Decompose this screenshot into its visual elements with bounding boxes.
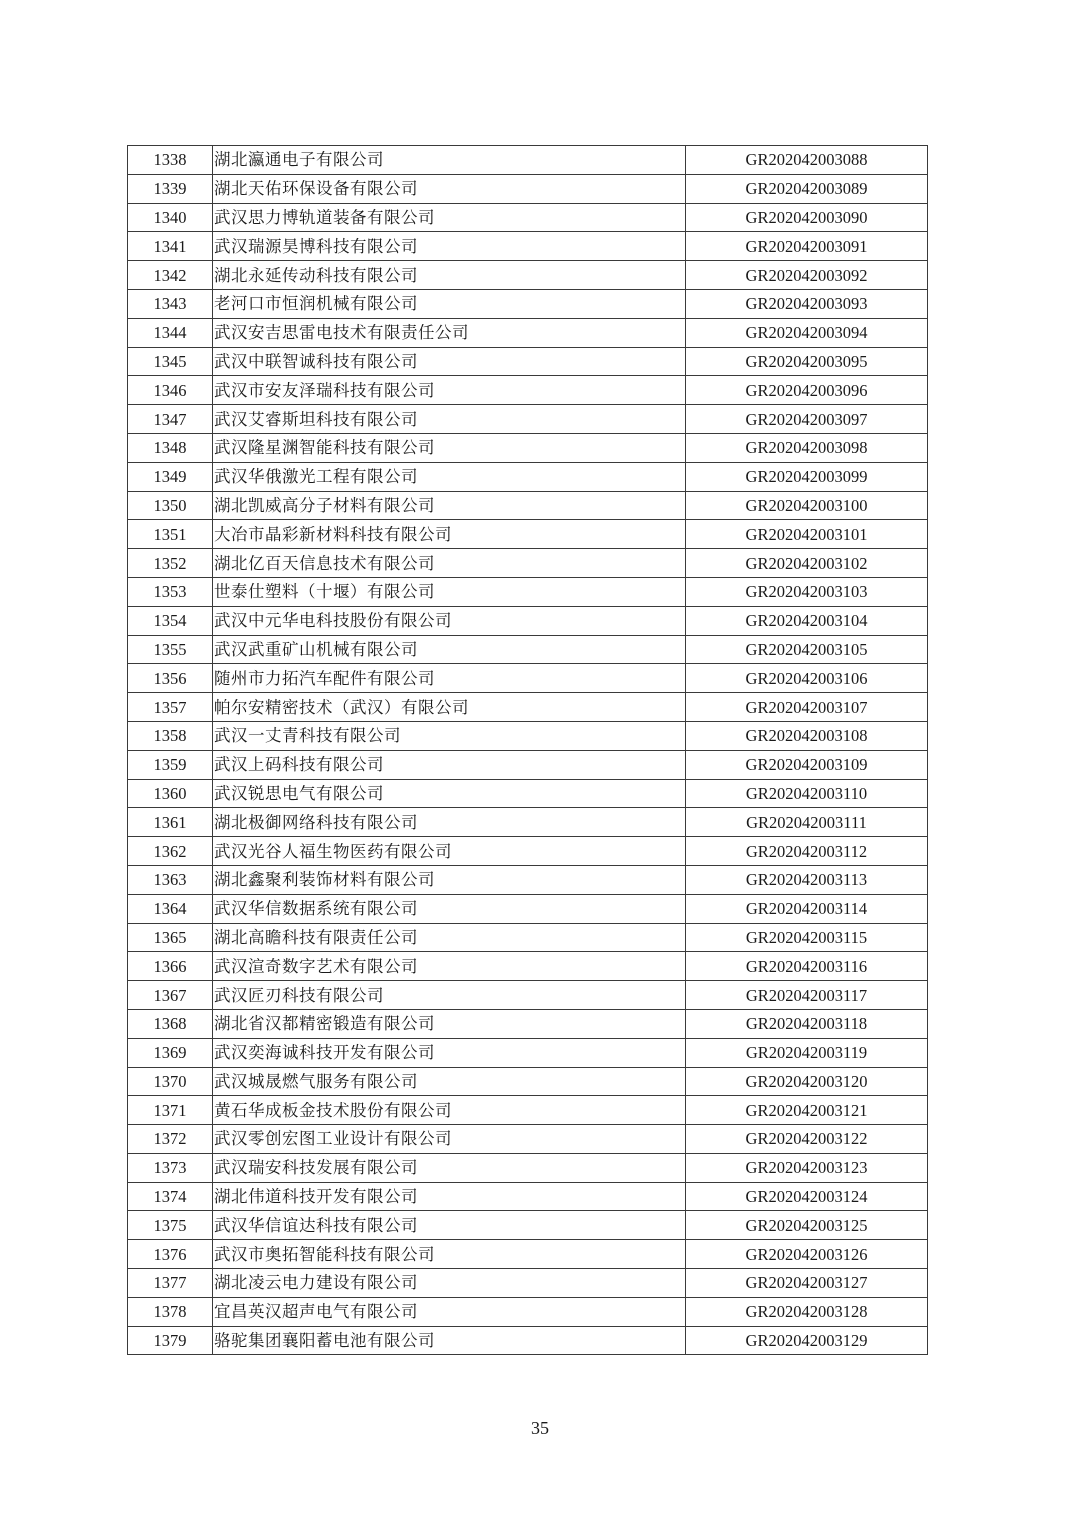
- row-number-cell: 1372: [128, 1125, 213, 1154]
- row-number-cell: 1344: [128, 318, 213, 347]
- certificate-code-cell: GR202042003118: [686, 1009, 928, 1038]
- table-row: [128, 1240, 928, 1269]
- table-row: [128, 462, 928, 491]
- company-name-cell: 武汉艾睿斯坦科技有限公司: [213, 405, 686, 434]
- company-name-cell: 武汉思力博轨道装备有限公司: [213, 203, 686, 232]
- table-row: [128, 1211, 928, 1240]
- row-number-cell: 1359: [128, 750, 213, 779]
- certificate-code-cell: GR202042003108: [686, 721, 928, 750]
- row-number-cell: 1338: [128, 146, 213, 175]
- table-row: [128, 952, 928, 981]
- company-name-cell: 武汉零创宏图工业设计有限公司: [213, 1125, 686, 1154]
- row-number-cell: 1354: [128, 606, 213, 635]
- table-row: [128, 203, 928, 232]
- table-row: [128, 837, 928, 866]
- certificate-code-cell: GR202042003099: [686, 462, 928, 491]
- table-row: [128, 865, 928, 894]
- row-number-cell: 1378: [128, 1297, 213, 1326]
- company-registry-table: [127, 145, 928, 1355]
- row-number-cell: 1373: [128, 1153, 213, 1182]
- company-name-cell: 湖北瀛通电子有限公司: [213, 146, 686, 175]
- table-row: [128, 347, 928, 376]
- certificate-code-cell: GR202042003112: [686, 837, 928, 866]
- certificate-code-cell: GR202042003109: [686, 750, 928, 779]
- certificate-code-cell: GR202042003100: [686, 491, 928, 520]
- company-name-cell: 武汉城晟燃气服务有限公司: [213, 1067, 686, 1096]
- company-name-cell: 武汉隆星渊智能科技有限公司: [213, 433, 686, 462]
- certificate-code-cell: GR202042003089: [686, 174, 928, 203]
- table-row: [128, 376, 928, 405]
- table-row: [128, 808, 928, 837]
- certificate-code-cell: GR202042003102: [686, 549, 928, 578]
- table-row: [128, 318, 928, 347]
- certificate-code-cell: GR202042003111: [686, 808, 928, 837]
- table-row: [128, 606, 928, 635]
- certificate-code-cell: GR202042003116: [686, 952, 928, 981]
- table-row: [128, 664, 928, 693]
- row-number-cell: 1343: [128, 289, 213, 318]
- row-number-cell: 1371: [128, 1096, 213, 1125]
- row-number-cell: 1356: [128, 664, 213, 693]
- table-row: [128, 779, 928, 808]
- table-row: [128, 1182, 928, 1211]
- certificate-code-cell: GR202042003090: [686, 203, 928, 232]
- certificate-code-cell: GR202042003113: [686, 865, 928, 894]
- certificate-code-cell: GR202042003101: [686, 520, 928, 549]
- company-name-cell: 湖北高瞻科技有限责任公司: [213, 923, 686, 952]
- row-number-cell: 1364: [128, 894, 213, 923]
- certificate-code-cell: GR202042003105: [686, 635, 928, 664]
- certificate-code-cell: GR202042003126: [686, 1240, 928, 1269]
- company-name-cell: 武汉光谷人福生物医药有限公司: [213, 837, 686, 866]
- row-number-cell: 1352: [128, 549, 213, 578]
- table-row: [128, 405, 928, 434]
- certificate-code-cell: GR202042003121: [686, 1096, 928, 1125]
- row-number-cell: 1369: [128, 1038, 213, 1067]
- certificate-code-cell: GR202042003128: [686, 1297, 928, 1326]
- company-name-cell: 湖北省汉都精密锻造有限公司: [213, 1009, 686, 1038]
- company-name-cell: 武汉上码科技有限公司: [213, 750, 686, 779]
- row-number-cell: 1366: [128, 952, 213, 981]
- row-number-cell: 1350: [128, 491, 213, 520]
- table-row: [128, 1067, 928, 1096]
- company-name-cell: 武汉中联智诚科技有限公司: [213, 347, 686, 376]
- certificate-code-cell: GR202042003088: [686, 146, 928, 175]
- row-number-cell: 1377: [128, 1269, 213, 1298]
- company-name-cell: 武汉市奥拓智能科技有限公司: [213, 1240, 686, 1269]
- table-row: [128, 289, 928, 318]
- company-name-cell: 武汉匠刃科技有限公司: [213, 981, 686, 1010]
- table-row: [128, 894, 928, 923]
- table-row: [128, 635, 928, 664]
- table-row: [128, 549, 928, 578]
- row-number-cell: 1341: [128, 232, 213, 261]
- row-number-cell: 1370: [128, 1067, 213, 1096]
- certificate-code-cell: GR202042003093: [686, 289, 928, 318]
- company-name-cell: 武汉奕海诚科技开发有限公司: [213, 1038, 686, 1067]
- certificate-code-cell: GR202042003122: [686, 1125, 928, 1154]
- row-number-cell: 1340: [128, 203, 213, 232]
- row-number-cell: 1339: [128, 174, 213, 203]
- certificate-code-cell: GR202042003117: [686, 981, 928, 1010]
- row-number-cell: 1353: [128, 577, 213, 606]
- company-name-cell: 武汉瑞源昊博科技有限公司: [213, 232, 686, 261]
- certificate-code-cell: GR202042003095: [686, 347, 928, 376]
- table-row: [128, 981, 928, 1010]
- row-number-cell: 1368: [128, 1009, 213, 1038]
- certificate-code-cell: GR202042003107: [686, 693, 928, 722]
- row-number-cell: 1376: [128, 1240, 213, 1269]
- row-number-cell: 1360: [128, 779, 213, 808]
- certificate-code-cell: GR202042003125: [686, 1211, 928, 1240]
- company-name-cell: 武汉武重矿山机械有限公司: [213, 635, 686, 664]
- company-name-cell: 湖北凌云电力建设有限公司: [213, 1269, 686, 1298]
- certificate-code-cell: GR202042003114: [686, 894, 928, 923]
- company-name-cell: 湖北天佑环保设备有限公司: [213, 174, 686, 203]
- row-number-cell: 1365: [128, 923, 213, 952]
- certificate-code-cell: GR202042003120: [686, 1067, 928, 1096]
- table-row: [128, 1125, 928, 1154]
- table-row: [128, 146, 928, 175]
- row-number-cell: 1362: [128, 837, 213, 866]
- certificate-code-cell: GR202042003104: [686, 606, 928, 635]
- company-name-cell: 武汉安吉思雷电技术有限责任公司: [213, 318, 686, 347]
- certificate-code-cell: GR202042003106: [686, 664, 928, 693]
- registry-table-body: [128, 146, 928, 1355]
- company-name-cell: 武汉华信谊达科技有限公司: [213, 1211, 686, 1240]
- certificate-code-cell: GR202042003127: [686, 1269, 928, 1298]
- row-number-cell: 1349: [128, 462, 213, 491]
- company-name-cell: 武汉华俄激光工程有限公司: [213, 462, 686, 491]
- row-number-cell: 1367: [128, 981, 213, 1010]
- company-name-cell: 骆驼集团襄阳蓄电池有限公司: [213, 1326, 686, 1355]
- row-number-cell: 1379: [128, 1326, 213, 1355]
- company-name-cell: 湖北伟道科技开发有限公司: [213, 1182, 686, 1211]
- company-name-cell: 湖北鑫聚利装饰材料有限公司: [213, 865, 686, 894]
- certificate-code-cell: GR202042003129: [686, 1326, 928, 1355]
- company-name-cell: 武汉渲奇数字艺术有限公司: [213, 952, 686, 981]
- company-name-cell: 武汉锐思电气有限公司: [213, 779, 686, 808]
- certificate-code-cell: GR202042003124: [686, 1182, 928, 1211]
- certificate-code-cell: GR202042003110: [686, 779, 928, 808]
- table-row: [128, 577, 928, 606]
- table-row: [128, 261, 928, 290]
- row-number-cell: 1348: [128, 433, 213, 462]
- table-row: [128, 520, 928, 549]
- company-name-cell: 世泰仕塑料（十堰）有限公司: [213, 577, 686, 606]
- row-number-cell: 1345: [128, 347, 213, 376]
- certificate-code-cell: GR202042003096: [686, 376, 928, 405]
- company-name-cell: 黄石华成板金技术股份有限公司: [213, 1096, 686, 1125]
- company-name-cell: 武汉市安友泽瑞科技有限公司: [213, 376, 686, 405]
- certificate-code-cell: GR202042003119: [686, 1038, 928, 1067]
- row-number-cell: 1357: [128, 693, 213, 722]
- table-row: [128, 693, 928, 722]
- table-row: [128, 750, 928, 779]
- certificate-code-cell: GR202042003091: [686, 232, 928, 261]
- table-row: [128, 1153, 928, 1182]
- company-name-cell: 宜昌英汉超声电气有限公司: [213, 1297, 686, 1326]
- company-name-cell: 武汉一丈青科技有限公司: [213, 721, 686, 750]
- table-row: [128, 721, 928, 750]
- row-number-cell: 1351: [128, 520, 213, 549]
- row-number-cell: 1361: [128, 808, 213, 837]
- company-name-cell: 湖北极御网络科技有限公司: [213, 808, 686, 837]
- row-number-cell: 1375: [128, 1211, 213, 1240]
- row-number-cell: 1347: [128, 405, 213, 434]
- table-row: [128, 1297, 928, 1326]
- row-number-cell: 1346: [128, 376, 213, 405]
- table-row: [128, 1038, 928, 1067]
- certificate-code-cell: GR202042003094: [686, 318, 928, 347]
- company-name-cell: 武汉中元华电科技股份有限公司: [213, 606, 686, 635]
- row-number-cell: 1363: [128, 865, 213, 894]
- certificate-code-cell: GR202042003097: [686, 405, 928, 434]
- table-row: [128, 433, 928, 462]
- company-name-cell: 湖北亿百天信息技术有限公司: [213, 549, 686, 578]
- certificate-code-cell: GR202042003092: [686, 261, 928, 290]
- page-number: 35: [531, 1418, 549, 1438]
- table-row: [128, 1269, 928, 1298]
- certificate-code-cell: GR202042003115: [686, 923, 928, 952]
- row-number-cell: 1355: [128, 635, 213, 664]
- table-row: [128, 232, 928, 261]
- company-name-cell: 湖北永延传动科技有限公司: [213, 261, 686, 290]
- row-number-cell: 1358: [128, 721, 213, 750]
- company-name-cell: 老河口市恒润机械有限公司: [213, 289, 686, 318]
- table-row: [128, 1096, 928, 1125]
- company-name-cell: 武汉华信数据系统有限公司: [213, 894, 686, 923]
- company-name-cell: 大冶市晶彩新材料科技有限公司: [213, 520, 686, 549]
- company-name-cell: 湖北凯威高分子材料有限公司: [213, 491, 686, 520]
- table-row: [128, 1009, 928, 1038]
- company-name-cell: 随州市力拓汽车配件有限公司: [213, 664, 686, 693]
- row-number-cell: 1374: [128, 1182, 213, 1211]
- certificate-code-cell: GR202042003123: [686, 1153, 928, 1182]
- table-row: [128, 1326, 928, 1355]
- table-row: [128, 923, 928, 952]
- certificate-code-cell: GR202042003103: [686, 577, 928, 606]
- table-row: [128, 491, 928, 520]
- company-name-cell: 武汉瑞安科技发展有限公司: [213, 1153, 686, 1182]
- certificate-code-cell: GR202042003098: [686, 433, 928, 462]
- company-name-cell: 帕尔安精密技术（武汉）有限公司: [213, 693, 686, 722]
- table-row: [128, 174, 928, 203]
- row-number-cell: 1342: [128, 261, 213, 290]
